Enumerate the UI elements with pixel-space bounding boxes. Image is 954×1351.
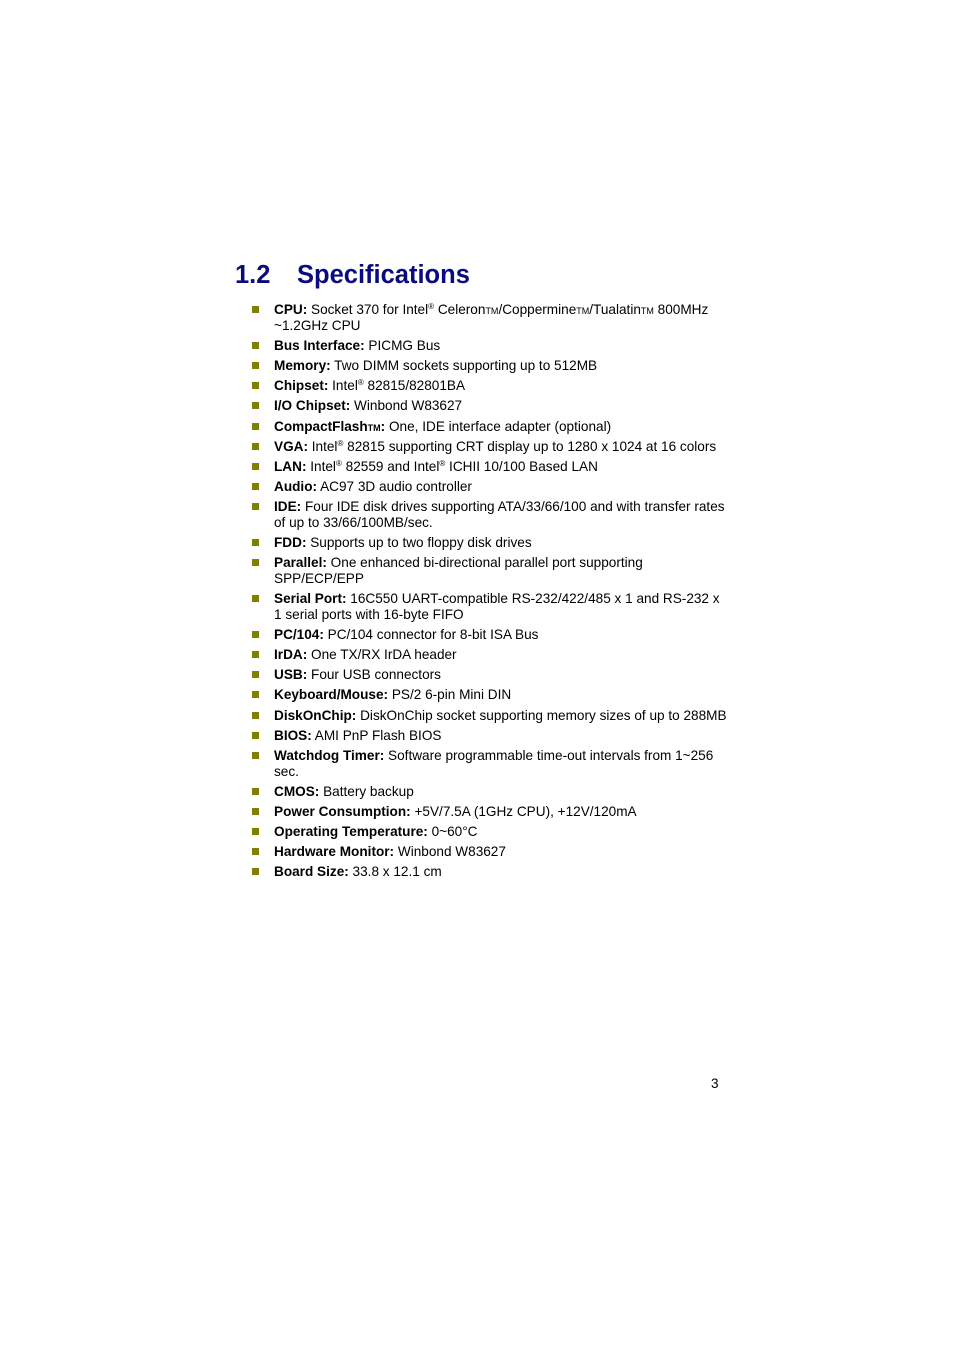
- spec-value: [274, 499, 725, 530]
- spec-label: [274, 784, 319, 799]
- spec-item-board-size: [252, 864, 727, 880]
- spec-value: [274, 555, 643, 586]
- spec-item-compactflash: [252, 419, 727, 435]
- square-bullet-icon: [252, 463, 259, 470]
- spec-value-text: Four IDE disk drives supporting ATA/33/66/100 and with transfer rates of up to 33/66/100MB/sec.: [274, 499, 725, 530]
- spec-label-text: Chipset:: [274, 378, 329, 394]
- spec-label: [274, 708, 356, 723]
- spec-value: [307, 667, 441, 682]
- spec-item-audio: [252, 479, 727, 495]
- spec-value: [328, 378, 465, 393]
- spec-label-text: Serial Port:: [274, 591, 347, 607]
- square-bullet-icon: [252, 595, 259, 602]
- spec-value: [307, 647, 456, 662]
- spec-value-text: AC97 3D audio controller: [317, 479, 472, 495]
- spec-item-bus-interface: [252, 338, 727, 354]
- spec-value: [428, 824, 478, 839]
- spec-label: [274, 479, 317, 494]
- page-number: 3: [711, 1076, 719, 1091]
- spec-item-watchdog-timer: [252, 748, 727, 779]
- spec-label: [274, 439, 308, 454]
- spec-label-text: IrDA:: [274, 647, 308, 662]
- section-number: 1.2: [235, 261, 271, 289]
- spec-value: [308, 439, 716, 454]
- spec-label-text: LAN:: [274, 458, 307, 474]
- spec-label: [274, 358, 331, 373]
- spec-item-lan: [252, 459, 727, 475]
- spec-label-text: FDD:: [274, 535, 307, 551]
- spec-label-text: Watchdog Timer:: [274, 747, 385, 763]
- spec-value: [319, 784, 413, 799]
- spec-value-text: Battery backup: [319, 783, 414, 799]
- spec-value-text: Socket 370 for Intel: [307, 302, 429, 317]
- square-bullet-icon: [252, 306, 259, 313]
- spec-item-irda: [252, 647, 727, 663]
- trademark-mark: TM: [367, 422, 381, 433]
- spec-value: [331, 358, 597, 373]
- square-bullet-icon: [252, 848, 259, 855]
- spec-label: [274, 844, 394, 859]
- spec-label: [274, 804, 411, 819]
- spec-label-text: Board Size:: [274, 864, 349, 880]
- square-bullet-icon: [252, 362, 259, 369]
- spec-label-text: IDE:: [274, 499, 302, 515]
- spec-label: [274, 667, 307, 682]
- spec-value: [385, 419, 611, 434]
- spec-label: [274, 591, 347, 606]
- spec-label-text: Hardware Monitor:: [274, 844, 395, 860]
- spec-value-text: Winbond W83627: [350, 398, 463, 414]
- registered-mark: ®: [335, 458, 342, 468]
- spec-value-text: Supports up to two floppy disk drives: [306, 535, 532, 551]
- spec-value-text: Winbond W83627: [394, 844, 506, 860]
- spec-item-cpu: [252, 302, 727, 333]
- spec-label: [274, 748, 384, 763]
- trademark-mark: TM: [485, 306, 499, 316]
- square-bullet-icon: [252, 539, 259, 546]
- square-bullet-icon: [252, 423, 259, 430]
- spec-item-operating-temperature: [252, 824, 727, 840]
- spec-label-text: CPU:: [274, 302, 308, 317]
- spec-value-text: 33.8 x 12.1 cm: [348, 864, 442, 880]
- square-bullet-icon: [252, 651, 259, 658]
- spec-value-text: AMI PnP Flash BIOS: [311, 727, 442, 743]
- spec-value-text: PC/104 connector for 8-bit ISA Bus: [323, 626, 539, 642]
- spec-label-text: I/O Chipset:: [274, 398, 351, 414]
- spec-value-text: One enhanced bi-directional parallel port supporting SPP/ECP/EPP: [274, 555, 643, 586]
- spec-value-text: 82559 and Intel: [341, 458, 440, 474]
- spec-value-text: PICMG Bus: [364, 337, 441, 353]
- spec-item-pc104: [252, 627, 727, 643]
- spec-label-text: Audio:: [274, 479, 318, 495]
- square-bullet-icon: [252, 712, 259, 719]
- spec-value-text: Software programmable time-out intervals from 1~256 sec.: [274, 747, 714, 779]
- spec-label: [274, 647, 307, 662]
- square-bullet-icon: [252, 808, 259, 815]
- spec-value: [312, 728, 442, 743]
- spec-value: [324, 627, 539, 642]
- spec-value-text: Four USB connectors: [307, 667, 441, 683]
- spec-value-text: 82815/82801BA: [363, 378, 466, 394]
- spec-label: [274, 338, 365, 353]
- spec-item-keyboard-mouse: [252, 687, 727, 703]
- spec-item-bios: [252, 728, 727, 744]
- spec-item-power-consumption: [252, 804, 727, 820]
- specifications-list: [252, 302, 727, 885]
- trademark-mark: TM: [640, 306, 654, 316]
- spec-label: [274, 824, 428, 839]
- spec-label-text: CMOS:: [274, 783, 320, 799]
- spec-label-text: CompactFlash: [274, 418, 368, 434]
- spec-value-text: /Coppermine: [498, 302, 577, 317]
- spec-item-cmos: [252, 784, 727, 800]
- square-bullet-icon: [252, 828, 259, 835]
- spec-label-text: USB:: [274, 667, 308, 683]
- square-bullet-icon: [252, 559, 259, 566]
- spec-label-text: DiskOnChip:: [274, 707, 357, 723]
- spec-value-text: DiskOnChip socket supporting memory sizes of up to 288MB: [356, 707, 727, 723]
- spec-item-io-chipset: [252, 398, 727, 414]
- spec-label-text: PC/104:: [274, 626, 324, 642]
- registered-mark: ®: [439, 458, 446, 468]
- spec-label: [274, 302, 307, 317]
- spec-label: [274, 499, 301, 514]
- spec-label-colon: :: [380, 418, 386, 434]
- spec-label: [274, 687, 388, 702]
- spec-value-text: /Tualatin: [589, 302, 641, 317]
- square-bullet-icon: [252, 631, 259, 638]
- spec-value-text: 16C550 UART-compatible RS-232/422/485 x 1 and RS-232 x 1 serial ports with 16-byte FIFO: [274, 591, 720, 622]
- spec-value: [356, 708, 726, 723]
- spec-label: [274, 378, 328, 393]
- spec-label-text: Operating Temperature:: [274, 824, 428, 840]
- spec-item-memory: [252, 358, 727, 374]
- spec-label: [274, 555, 327, 570]
- spec-label-text: Keyboard/Mouse:: [274, 687, 389, 703]
- spec-value: [411, 804, 637, 819]
- section-heading: [235, 258, 470, 292]
- square-bullet-icon: [252, 691, 259, 698]
- spec-label: [274, 398, 350, 413]
- registered-mark: ®: [428, 302, 435, 311]
- square-bullet-icon: [252, 788, 259, 795]
- spec-item-serial-port: [252, 591, 727, 622]
- spec-label-text: Bus Interface:: [274, 337, 365, 353]
- spec-value: [365, 338, 441, 353]
- spec-value: [317, 479, 472, 494]
- registered-mark: ®: [337, 438, 344, 448]
- spec-label: [274, 728, 312, 743]
- spec-value-text: PS/2 6-pin Mini DIN: [388, 687, 512, 703]
- square-bullet-icon: [252, 443, 259, 450]
- square-bullet-icon: [252, 342, 259, 349]
- spec-item-parallel: [252, 555, 727, 586]
- spec-label-text: Memory:: [274, 357, 331, 373]
- spec-item-fdd: [252, 535, 727, 551]
- spec-value-text: One, IDE interface adapter (optional): [385, 418, 612, 434]
- spec-label: [274, 627, 324, 642]
- spec-item-ide: [252, 499, 727, 530]
- spec-value: [394, 844, 506, 859]
- spec-value-text: 0~60°C: [427, 824, 478, 840]
- spec-label: [274, 864, 349, 879]
- spec-value-text: +5V/7.5A (1GHz CPU), +12V/120mA: [410, 803, 637, 819]
- square-bullet-icon: [252, 402, 259, 409]
- spec-value-text: Two DIMM sockets supporting up to 512MB: [330, 357, 598, 373]
- spec-value-text: Celeron: [434, 302, 486, 317]
- trademark-mark: TM: [576, 306, 590, 316]
- spec-label-text: Parallel:: [274, 555, 327, 571]
- spec-item-usb: [252, 667, 727, 683]
- spec-value-text: 800MHz ~1.2GHz CPU: [274, 302, 709, 333]
- spec-value: [306, 459, 597, 474]
- spec-value-text: 82815 supporting CRT display up to 1280 x 1024 at 16 colors: [343, 438, 717, 454]
- registered-mark: ®: [357, 378, 364, 388]
- spec-value: [349, 864, 442, 879]
- spec-label: [274, 459, 306, 474]
- square-bullet-icon: [252, 671, 259, 678]
- spec-item-vga: [252, 439, 727, 455]
- square-bullet-icon: [252, 868, 259, 875]
- spec-label-text: VGA:: [274, 438, 308, 454]
- square-bullet-icon: [252, 483, 259, 490]
- spec-value: [306, 535, 531, 550]
- square-bullet-icon: [252, 732, 259, 739]
- spec-label: [274, 419, 385, 434]
- spec-label-text: BIOS:: [274, 727, 312, 743]
- square-bullet-icon: [252, 503, 259, 510]
- spec-item-diskonchip: [252, 708, 727, 724]
- spec-item-hardware-monitor: [252, 844, 727, 860]
- spec-value: [388, 687, 511, 702]
- spec-value: [274, 302, 708, 333]
- spec-value-text: Intel: [306, 458, 336, 474]
- section-title: Specifications: [297, 261, 470, 289]
- square-bullet-icon: [252, 382, 259, 389]
- spec-label-text: Power Consumption:: [274, 803, 411, 819]
- spec-value-text: ICHII 10/100 Based LAN: [445, 458, 598, 474]
- square-bullet-icon: [252, 752, 259, 759]
- spec-item-chipset: [252, 378, 727, 394]
- spec-value-text: Intel: [328, 378, 358, 394]
- spec-value-text: One TX/RX IrDA header: [307, 647, 457, 662]
- spec-label: [274, 535, 306, 550]
- spec-value: [350, 398, 462, 413]
- spec-value-text: Intel: [307, 438, 338, 454]
